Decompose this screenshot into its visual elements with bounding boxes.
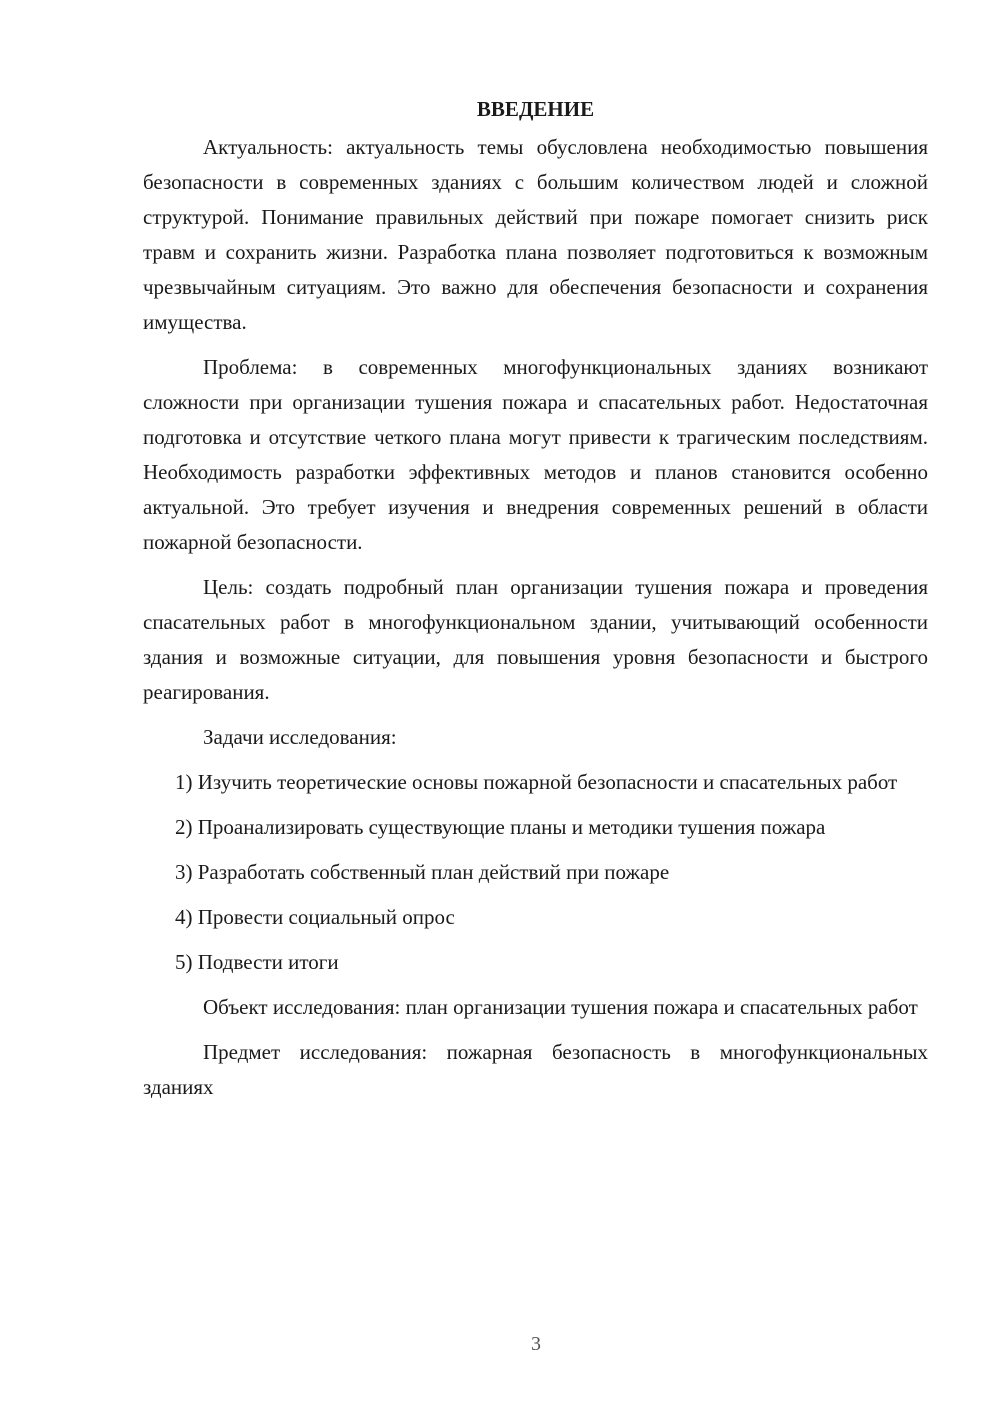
tasks-heading: Задачи исследования: <box>203 725 397 749</box>
problem-paragraph: Проблема: в современных многофункциональных зданиях возникают сложности при организации тушения пожара и спасательных работ. Недостаточная подготовка и отсутствие четкого плана могут привести к трагическим последствиям. Необходимость разработки эффективных методов и планов становится особенно актуальной. Это требует изучения и внедрения современных решений в области пожарной безопасности. <box>143 355 928 554</box>
document-title: ВВЕДЕНИЕ <box>476 97 595 121</box>
object-paragraph: Объект исследования: план организации тушения пожара и спасательных работ <box>203 995 918 1019</box>
task-item-5: 5) Подвести итоги <box>175 950 339 974</box>
page-number: 3 <box>531 1333 541 1355</box>
task-item-3: 3) Разработать собственный план действий при пожаре <box>175 860 670 884</box>
task-item-1: 1) Изучить теоретические основы пожарной безопасности и спасательных работ <box>175 770 898 794</box>
relevance-paragraph: Актуальность: актуальность темы обусловлена необходимостью повышения безопасности в современных зданиях с большим количеством людей и сложной структурой. Понимание правильных действий при пожаре помогает снизить риск травм и сохранить жизни. Разработка плана позволяет подготовиться к возможным чрезвычайным ситуациям. Это важно для обеспечения безопасности и сохранения имущества. <box>143 135 928 334</box>
subject-paragraph: Предмет исследования: пожарная безопасность в многофункциональных зданиях <box>143 1040 928 1099</box>
task-item-4: 4) Провести социальный опрос <box>175 905 455 929</box>
goal-paragraph: Цель: создать подробный план организации тушения пожара и проведения спасательных работ в многофункциональном здании, учитывающий особенности здания и возможные ситуации, для повышения уровня безопасности и быстрого реагирования. <box>143 575 928 704</box>
task-item-2: 2) Проанализировать существующие планы и методики тушения пожара <box>175 815 826 839</box>
document-page <box>143 92 928 1115</box>
